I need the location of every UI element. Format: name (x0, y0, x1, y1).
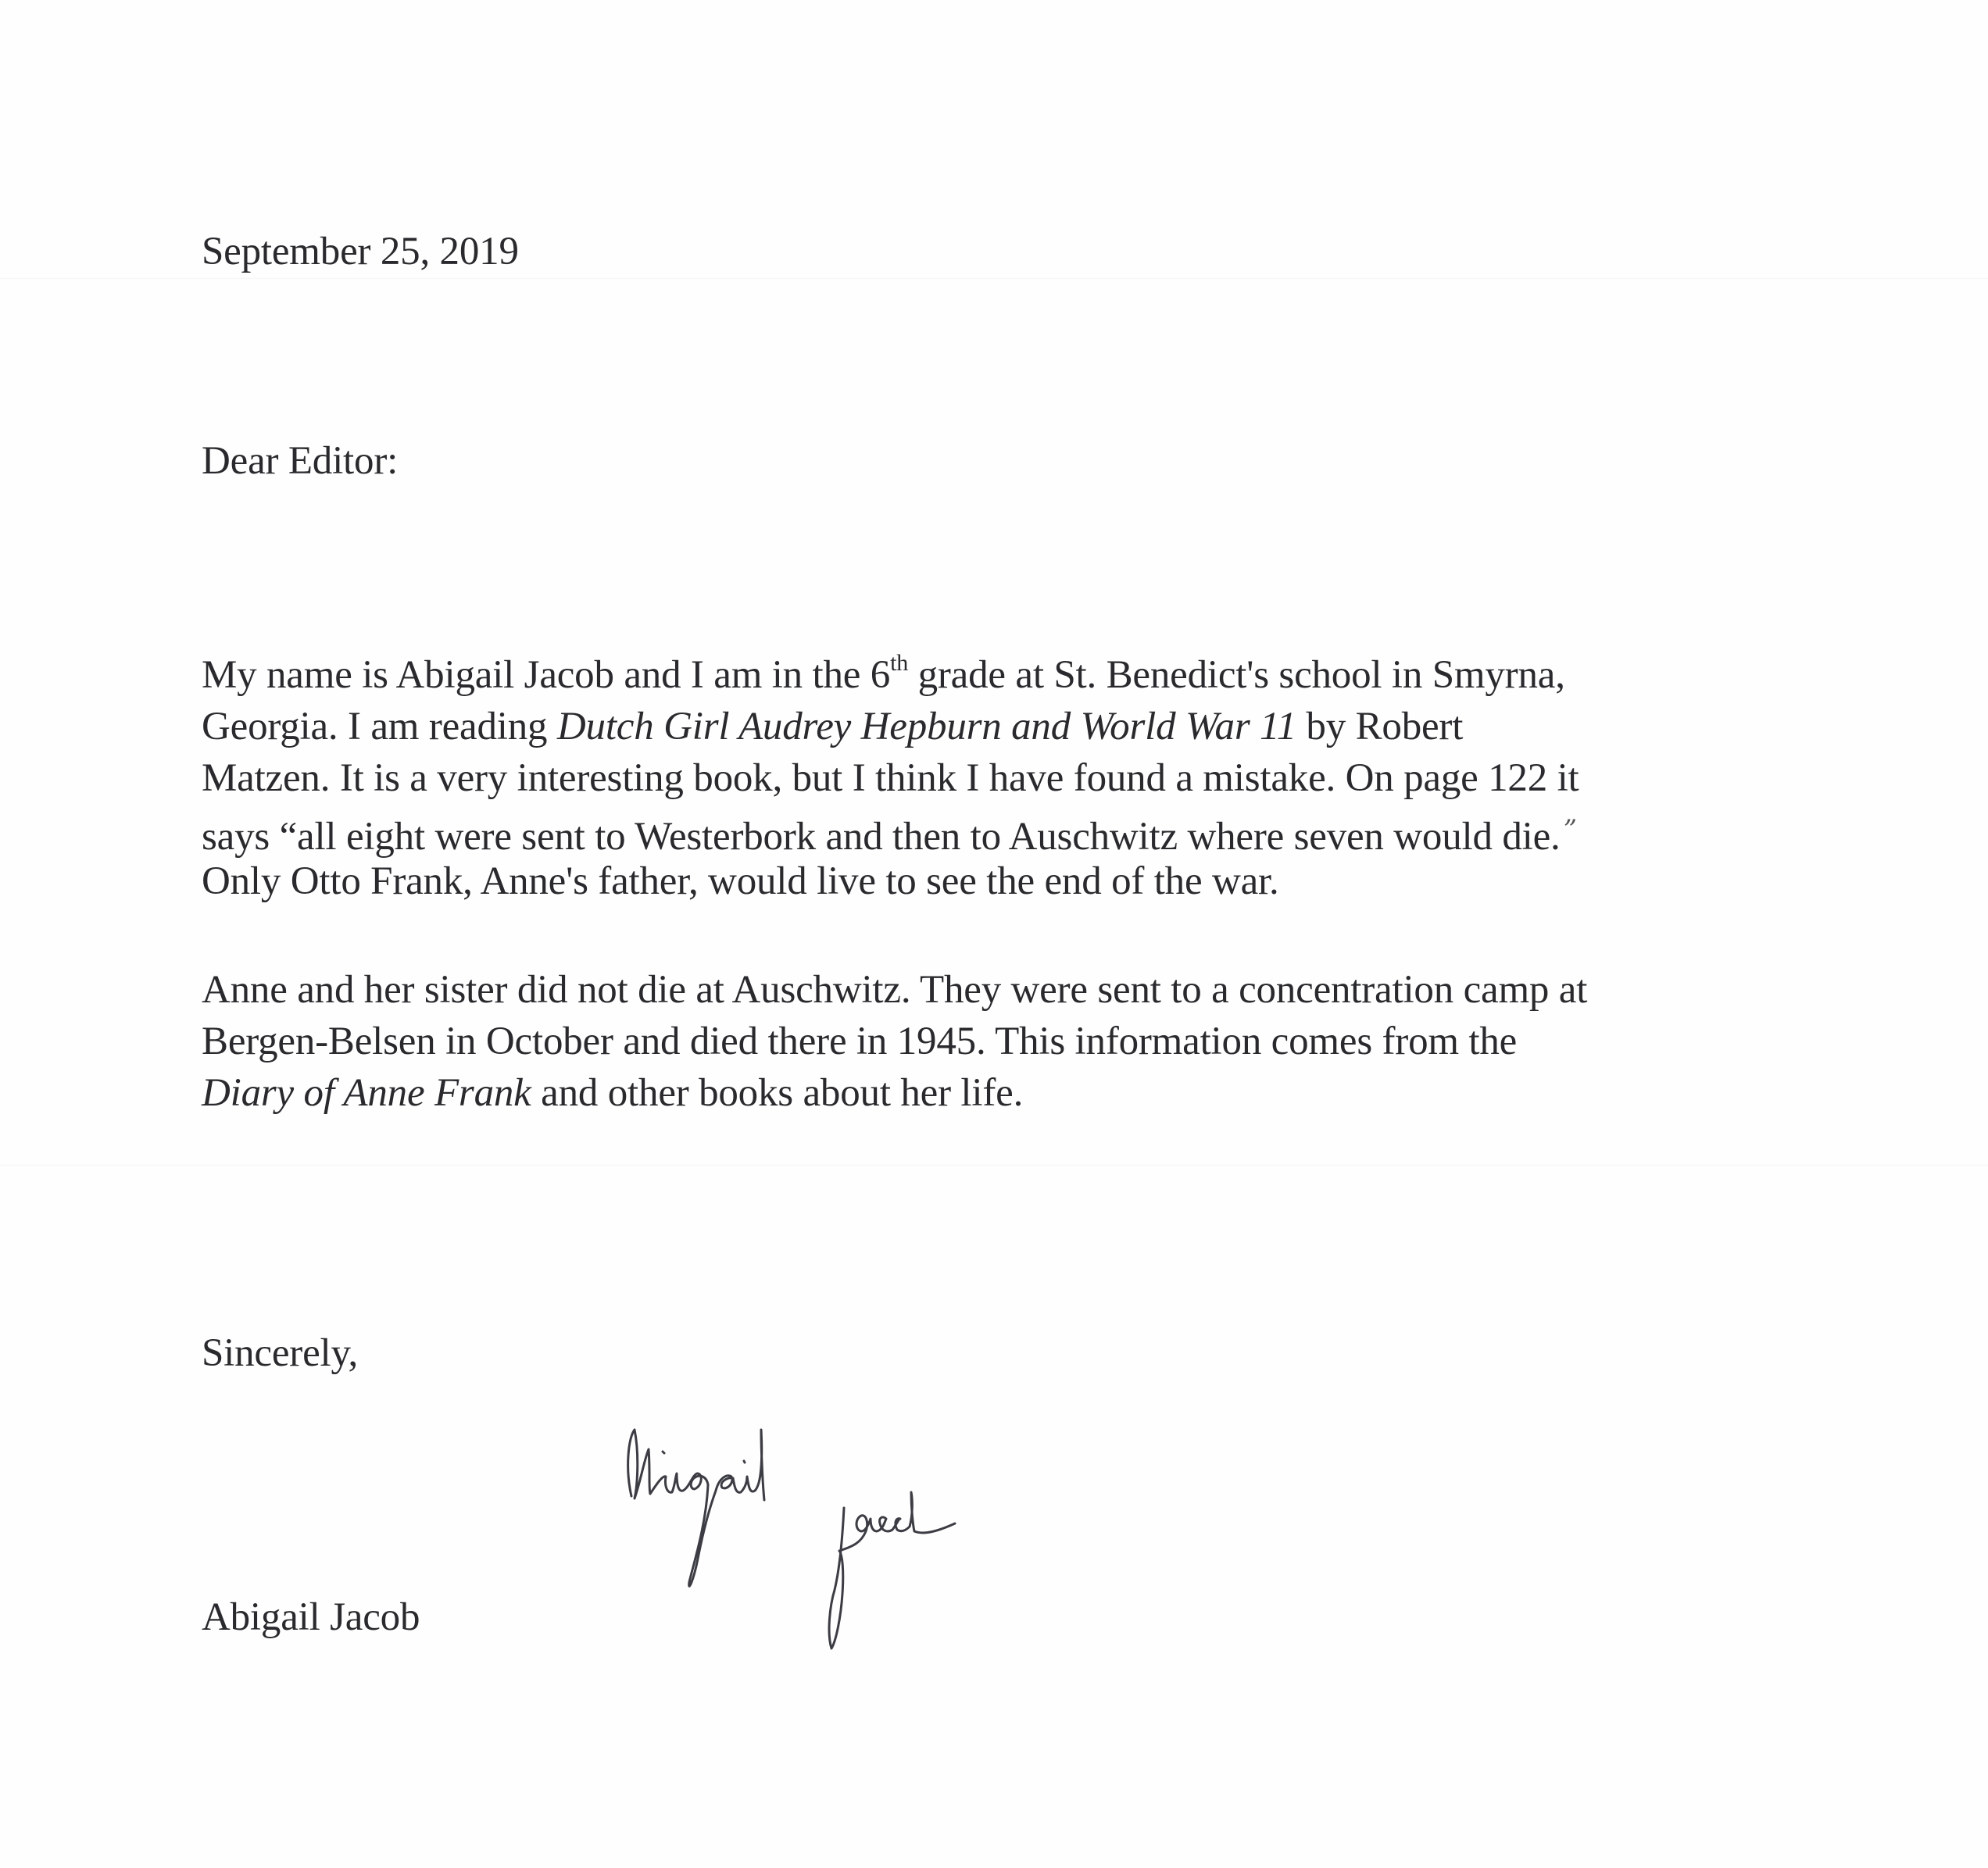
text-run: grade at St. Benedict's school in Smyrna, (908, 653, 1565, 697)
book-title: Dutch Girl Audrey Hepburn and World War 11 (556, 705, 1296, 748)
paragraph-line: Matzen. It is a very interesting book, but I think I have found a mistake. On page 122 it (202, 756, 1579, 800)
handwritten-signature (617, 1406, 1024, 1664)
handwritten-quote-mark: ” (1563, 814, 1577, 845)
letter-signed-name: Abigail Jacob (202, 1595, 420, 1639)
text-run: My name is Abigail Jacob and I am in the 6 (202, 653, 891, 697)
paragraph-line: Only Otto Frank, Anne's father, would live to see the end of the war. (202, 859, 1279, 903)
book-title: Diary of Anne Frank (202, 1071, 531, 1115)
text-run: and other books about her life. (531, 1071, 1024, 1115)
paragraph-line (202, 650, 1579, 702)
letter-date: September 25, 2019 (202, 230, 519, 273)
paragraph-line: Anne and her sister did not die at Auschwitz. They were sent to a concentration camp at (202, 968, 1588, 1012)
paragraph-line (202, 702, 1579, 753)
letter-paragraph-1 (202, 650, 1579, 908)
text-run: by Robert (1296, 705, 1464, 748)
text-run: says “all eight were sent to Westerbork and then to Auschwitz where seven would die. (202, 815, 1561, 859)
paper-fold-line (0, 1164, 1988, 1166)
paragraph-line: Bergen-Belsen in October and died there in 1945. This information comes from the (202, 1020, 1518, 1063)
paragraph-line (202, 805, 1579, 859)
paragraph-line (202, 1068, 1587, 1120)
ordinal-suffix: th (890, 650, 909, 676)
letter-paragraph-2 (202, 965, 1587, 1120)
letter-salutation: Dear Editor: (202, 439, 399, 483)
text-run: Georgia. I am reading (202, 705, 557, 748)
paper-fold-line (0, 277, 1988, 280)
letter-closing: Sincerely, (202, 1331, 359, 1375)
